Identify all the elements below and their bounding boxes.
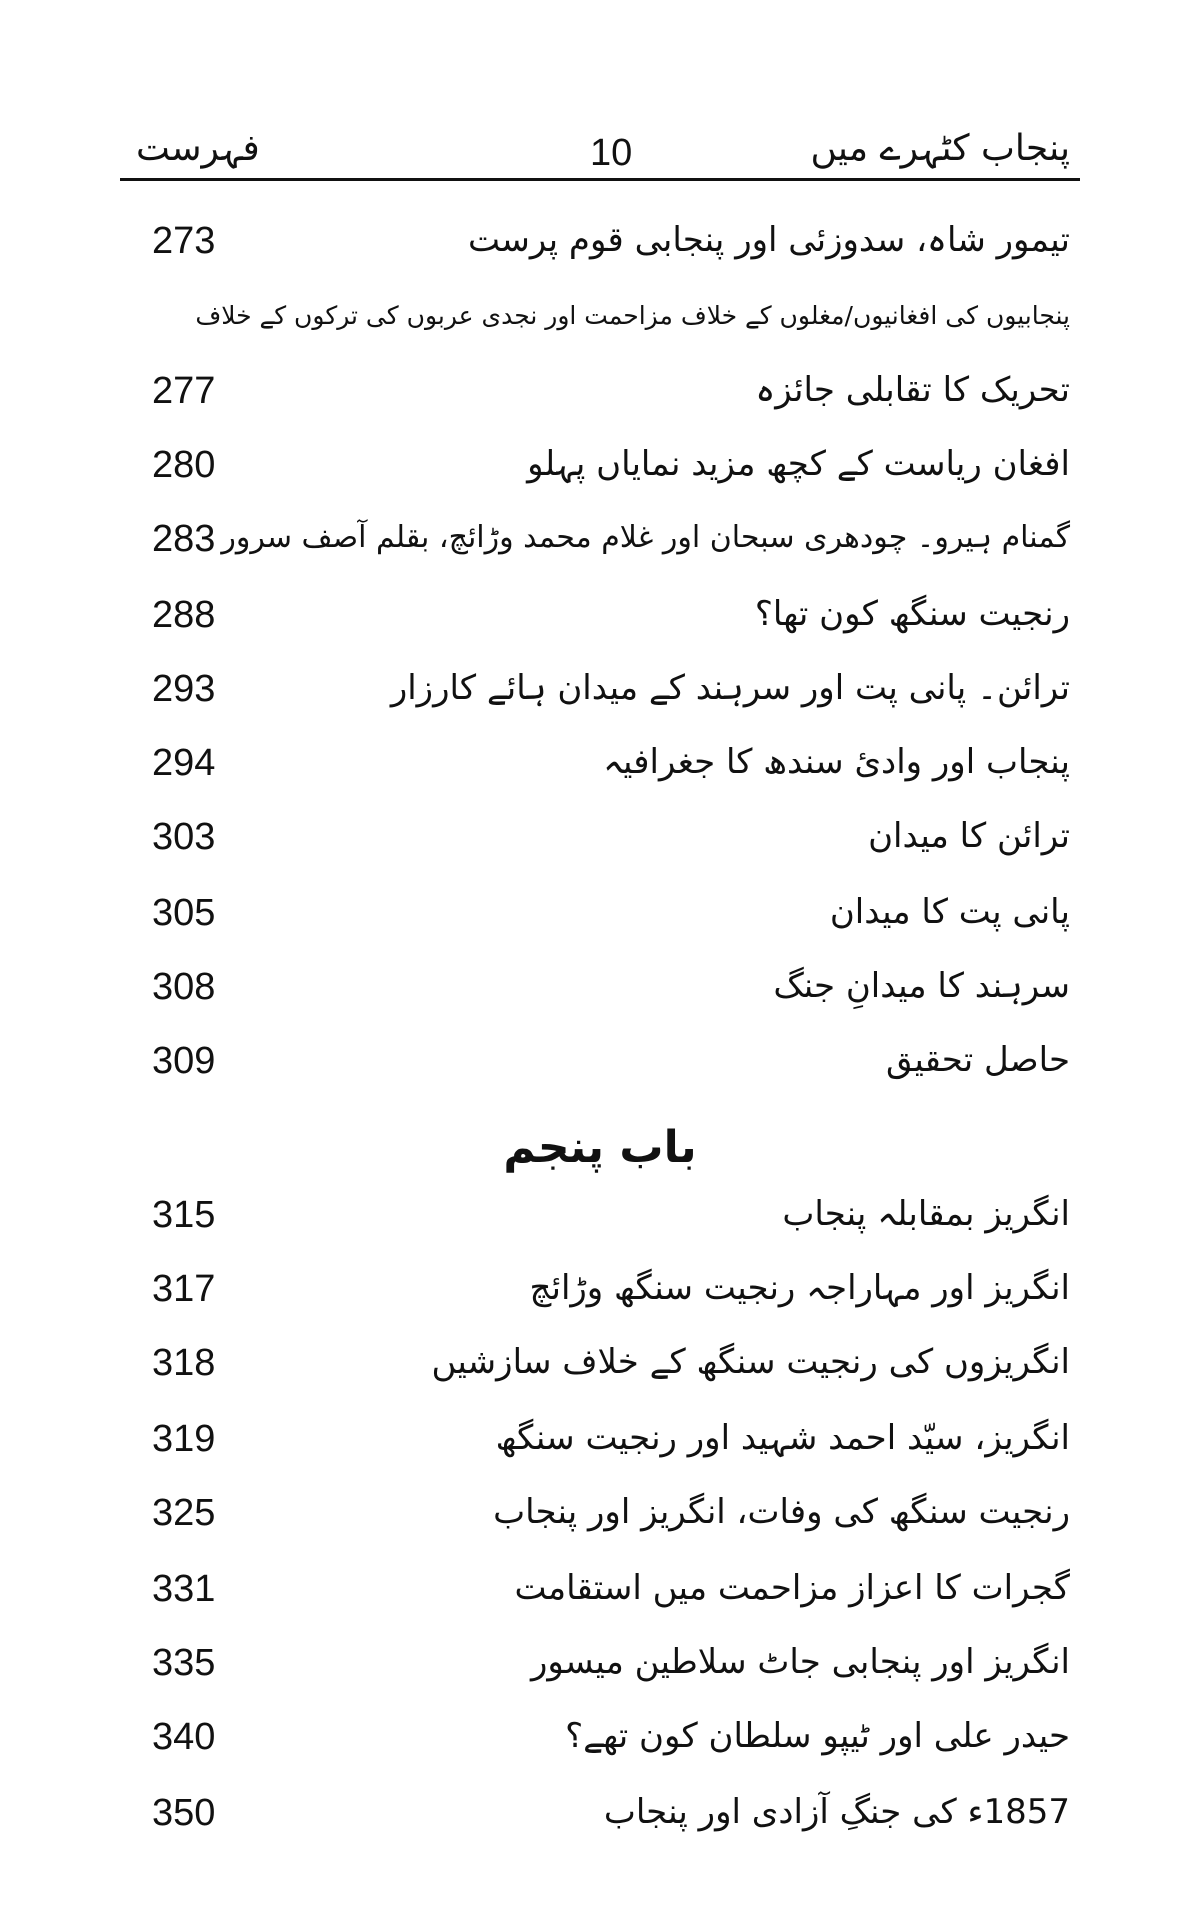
toc-entry-page: 318 [152, 1342, 216, 1384]
header-divider [120, 178, 1080, 181]
toc-entry-page: 331 [152, 1568, 216, 1610]
toc-entry-title: گمنام ہیرو۔ چودھری سبحان اور غلام محمد وڑائچ، بقلم آصف سرور [221, 520, 1070, 555]
toc-entry-title: ترائن۔ پانی پت اور سرہند کے میدان ہائے کارزار [390, 668, 1070, 708]
toc-entry-title: حیدر علی اور ٹیپو سلطان کون تھے؟ [565, 1716, 1070, 1756]
toc-entry [120, 1024, 1080, 1098]
toc-entry-page: 308 [152, 966, 216, 1008]
toc-entry [120, 1178, 1080, 1252]
toc-entry [120, 1326, 1080, 1400]
toc-entry-page: 309 [152, 1040, 216, 1082]
toc-entry [120, 726, 1080, 800]
toc-entry-page: 283 [152, 518, 216, 560]
toc-entry-page: 288 [152, 594, 216, 636]
toc-entry-title: ترائن کا میدان [868, 816, 1070, 856]
toc-entry [120, 1402, 1080, 1476]
toc-entry [120, 502, 1080, 576]
toc-entry-title: رنجیت سنگھ کی وفات، انگریز اور پنجاب [493, 1492, 1070, 1532]
toc-entry-title: انگریز اور پنجابی جاٹ سلاطین میسور [531, 1642, 1070, 1682]
toc-entry [120, 1476, 1080, 1550]
toc-entry-title: انگریز، سیّد احمد شہید اور رنجیت سنگھ [495, 1418, 1070, 1458]
toc-entry-title: پنجابیوں کی افغانیوں/مغلوں کے خلاف مزاحمت اور نجدی عربوں کی ترکوں کے خلاف [195, 301, 1070, 330]
toc-entry [120, 1776, 1080, 1850]
toc-entry [120, 1552, 1080, 1626]
toc-entry [120, 578, 1080, 652]
toc-entry [120, 876, 1080, 950]
toc-entry-page: 273 [152, 220, 216, 262]
toc-entry-page: 319 [152, 1418, 216, 1460]
toc-entry-title: انگریز اور مہاراجہ رنجیت سنگھ وڑائچ [529, 1268, 1070, 1308]
toc-entry-page: 350 [152, 1792, 216, 1834]
toc-entry-title: افغان ریاست کے کچھ مزید نمایاں پہلو [527, 444, 1070, 484]
toc-entry-title: رنجیت سنگھ کون تھا؟ [754, 594, 1070, 634]
toc-entry-page: 335 [152, 1642, 216, 1684]
toc-entry-page: 317 [152, 1268, 216, 1310]
section-heading: باب پنجم [503, 1122, 697, 1173]
page-number: 10 [590, 132, 633, 174]
section-label: فہرست [136, 128, 260, 169]
toc-entry [120, 354, 1080, 428]
toc-entry-title: سرہند کا میدانِ جنگ [773, 966, 1070, 1006]
toc-entry-page: 340 [152, 1716, 216, 1758]
toc-entry [120, 428, 1080, 502]
toc-entry-page: 294 [152, 742, 216, 784]
toc-entry-title: 1857ء کی جنگِ آزادی اور پنجاب [603, 1792, 1070, 1832]
book-title: پنجاب کٹہرے میں [810, 128, 1070, 169]
toc-entry [120, 950, 1080, 1024]
toc-entry-page: 280 [152, 444, 216, 486]
page-header [120, 120, 1080, 176]
toc-entry-page: 277 [152, 370, 216, 412]
toc-entry [120, 652, 1080, 726]
toc-entry [120, 1626, 1080, 1700]
toc-entry-title: تحریک کا تقابلی جائزہ [755, 370, 1070, 410]
toc-entry [120, 1700, 1080, 1774]
toc-entry-title: انگریزوں کی رنجیت سنگھ کے خلاف سازشیں [431, 1342, 1070, 1382]
toc-entry-title: تیمور شاہ، سدوزئی اور پنجابی قوم پرست [467, 220, 1070, 260]
toc-entry [120, 1252, 1080, 1326]
toc-entry [120, 204, 1080, 278]
toc-entry-title: پنجاب اور وادیٔ سندھ کا جغرافیہ [603, 742, 1070, 782]
toc-entry-title: انگریز بمقابلہ پنجاب [782, 1194, 1070, 1234]
toc-entry-title: پانی پت کا میدان [829, 892, 1070, 932]
toc-entry-page: 315 [152, 1194, 216, 1236]
toc-entry-page: 303 [152, 816, 216, 858]
toc-entry-title: گجرات کا اعزاز مزاحمت میں استقامت [514, 1568, 1070, 1608]
toc-entry [120, 800, 1080, 874]
toc-entry-page: 293 [152, 668, 216, 710]
toc-entry [120, 280, 1080, 354]
toc-entry-page: 325 [152, 1492, 216, 1534]
toc-entry-title: حاصل تحقیق [885, 1040, 1070, 1080]
toc-entry-page: 305 [152, 892, 216, 934]
